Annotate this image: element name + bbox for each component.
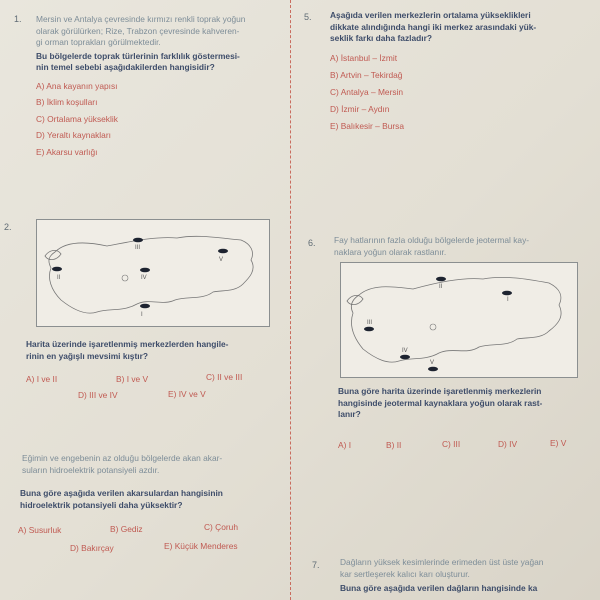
q5-question-line: seklik farkı daha fazladır? <box>330 33 432 43</box>
q6-question-line: Buna göre harita üzerinde işaretlenmiş merkezlerin <box>338 386 542 396</box>
q6-stem-line: naklara yoğun olarak rastlanır. <box>334 246 447 257</box>
q2-map-label: II <box>57 275 61 281</box>
q2-marker <box>140 304 150 309</box>
q6-option-a[interactable]: A) I <box>338 440 352 450</box>
q6-number: 6. <box>308 238 316 248</box>
q6-marker <box>436 277 446 282</box>
q2-marker <box>140 268 150 273</box>
q2-map-svg <box>37 220 269 326</box>
q7-stem-line: kar sertleşerek kalıcı karı oluşturur. <box>340 568 470 579</box>
q6-marker <box>400 355 410 360</box>
q2-marker <box>133 238 143 243</box>
q2-marker <box>218 249 228 254</box>
q5-options <box>330 50 592 135</box>
q6-map-label: II <box>439 284 443 290</box>
q6-option-d[interactable]: D) IV <box>498 439 518 449</box>
q5-block <box>330 10 592 135</box>
q1-stem-line: Mersin ve Antalya çevresinde kırmızı renkli toprak yoğun <box>36 14 246 24</box>
q1-stem <box>36 14 286 49</box>
q6-country-outline <box>351 277 561 362</box>
q6-option-c[interactable]: C) III <box>442 439 461 449</box>
q3-question <box>20 488 282 511</box>
q3-stem <box>22 453 284 476</box>
q5-question-line: Aşağıda verilen merkezlerin ortalama yükseklikleri <box>330 10 531 20</box>
q1-options <box>36 78 286 161</box>
q5-question <box>330 10 592 45</box>
q6-question <box>338 386 594 421</box>
q2-country-outline <box>49 236 253 313</box>
q2-question-line: rinin en yağışlı mevsimi kıştır? <box>26 350 148 361</box>
q6-map-label: III <box>367 320 373 326</box>
q6-marker <box>364 327 374 332</box>
q7-block <box>340 557 600 595</box>
q2-option-d[interactable]: D) III ve IV <box>78 390 118 400</box>
q3-option-d[interactable]: D) Bakırçay <box>70 543 114 553</box>
q6-marker <box>502 291 512 296</box>
q2-lake <box>122 275 128 281</box>
q6-question-line: lanır? <box>338 409 361 419</box>
q6-question-line: hangisinde jeotermal kaynaklara yoğun olarak rast- <box>338 397 543 408</box>
q1-question-line: nin temel sebebi aşağıdakilerden hangisidir? <box>36 62 215 72</box>
q2-question-line: Harita üzerinde işaretlenmiş merkezlerden hangile- <box>26 339 229 349</box>
q5-number: 5. <box>304 12 312 22</box>
q3-option-c[interactable]: C) Çoruh <box>204 522 238 532</box>
q1-option-a[interactable]: A) Ana kayanın yapısı <box>36 80 118 91</box>
q1-option-d[interactable]: D) Yeraltı kaynakları <box>36 130 111 140</box>
q3-stem-line: suların hidroelektrik potansiyeli azdır. <box>22 464 160 475</box>
q2-map-label: I <box>141 312 143 318</box>
q5-option-d[interactable]: D) İzmir – Aydın <box>330 103 390 114</box>
q2-map-label: V <box>219 257 224 263</box>
q6-stem-line: Fay hatlarının fazla olduğu bölgelerde jeotermal kay- <box>334 235 530 245</box>
q2-option-a[interactable]: A) I ve II <box>26 374 58 384</box>
q2-thrace-outline <box>45 250 61 259</box>
q1-option-b[interactable]: B) İklim koşulları <box>36 97 98 107</box>
q2-map-label: IV <box>141 275 147 281</box>
q7-stem <box>340 557 600 580</box>
q6-thrace-outline <box>347 295 363 304</box>
q2-marker <box>52 267 62 272</box>
q3-option-b[interactable]: B) Gediz <box>110 524 143 534</box>
q1-question <box>36 51 286 74</box>
q1-question-line: Bu bölgelerde toprak türlerinin farklılık göstermesi- <box>36 50 240 61</box>
q1-option-c[interactable]: C) Ortalama yükseklik <box>36 113 118 124</box>
q7-stem-line: Dağların yüksek kesimlerinde erimeden üst üste yağan <box>340 557 544 567</box>
q6-option-e[interactable]: E) V <box>550 438 567 448</box>
q3-question-line: Buna göre aşağıda verilen akarsulardan hangisinin <box>20 488 223 498</box>
q5-question-line: dikkate alındığında hangi iki merkez arasındaki yük- <box>330 21 537 32</box>
q3-option-a[interactable]: A) Susurluk <box>18 525 62 535</box>
q6-option-b[interactable]: B) II <box>386 440 402 450</box>
q1-stem-line: olarak görülürken; Rize, Trabzon çevresinde kahveren- <box>36 25 240 36</box>
q3-question-line: hidroelektrik potansiyeli daha yüksektir? <box>20 499 183 510</box>
q7-number: 7. <box>312 560 320 570</box>
q2-question <box>26 339 288 362</box>
q2-option-e[interactable]: E) IV ve V <box>168 389 206 399</box>
q6-map-svg <box>341 263 577 377</box>
q2-number: 2. <box>4 222 12 232</box>
q1-number: 1. <box>14 14 22 24</box>
q6-marker <box>428 367 438 372</box>
column-divider <box>290 0 291 600</box>
q5-option-e[interactable]: E) Balıkesir – Bursa <box>330 120 405 131</box>
q6-lake <box>430 324 436 330</box>
q6-map-label: I <box>507 297 509 303</box>
q2-option-b[interactable]: B) I ve V <box>116 374 149 384</box>
q3-option-e[interactable]: E) Küçük Menderes <box>164 541 238 551</box>
q2-option-c[interactable]: C) II ve III <box>206 372 243 382</box>
q2-turkey-map <box>36 219 270 327</box>
q5-option-a[interactable]: A) İstanbul – İzmit <box>330 52 398 63</box>
q7-question: Buna göre aşağıda verilen dağların hangisinde ka <box>340 583 538 593</box>
q6-turkey-map <box>340 262 578 378</box>
q5-option-c[interactable]: C) Antalya – Mersin <box>330 86 404 97</box>
q1-option-e[interactable]: E) Akarsu varlığı <box>36 146 98 157</box>
q2-map-label: III <box>135 245 141 251</box>
q6-stem <box>334 235 584 258</box>
q1-block <box>36 14 286 160</box>
q3-stem-line: Eğimin ve engebenin az olduğu bölgelerde akan akar- <box>22 453 223 463</box>
q6-map-label: V <box>430 360 435 366</box>
q5-option-b[interactable]: B) Artvin – Tekirdağ <box>330 69 403 80</box>
q1-stem-line: gi orman toprakları görülmektedir. <box>36 37 161 47</box>
q6-map-label: IV <box>402 348 408 354</box>
